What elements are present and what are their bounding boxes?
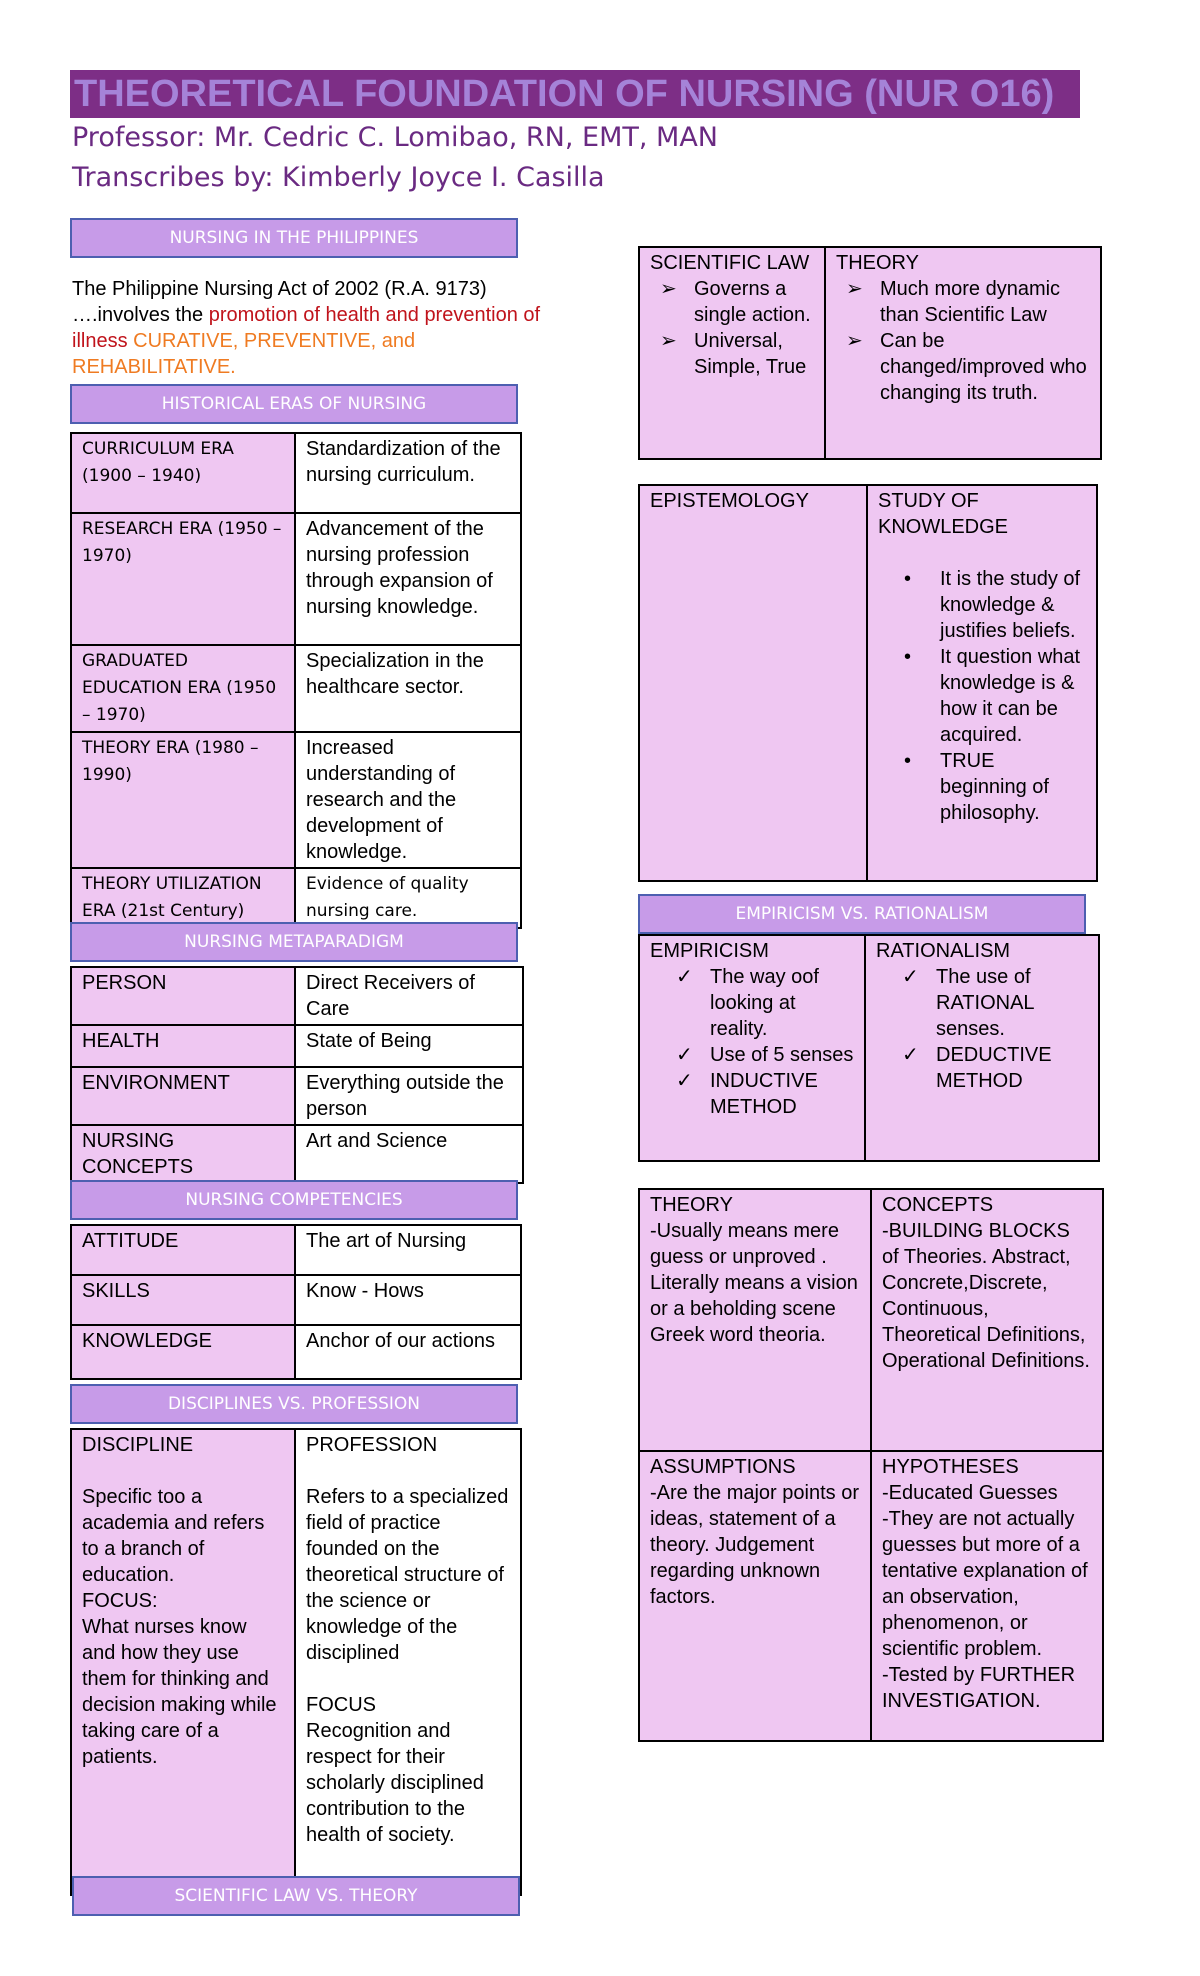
table-row <box>71 1275 521 1325</box>
concepts-title: CONCEPTS <box>882 1194 994 1216</box>
table-row <box>71 1225 521 1275</box>
metaparadigm-term: PERSON <box>71 967 295 1025</box>
scientific-law-theory-table <box>638 246 1102 460</box>
table-row <box>71 868 521 928</box>
list-item-text: DEDUCTIVE METHOD <box>936 1044 1052 1092</box>
check-icon: ✓ <box>902 1044 919 1066</box>
section-header-disciplines: DISCIPLINES VS. PROFESSION <box>70 1384 518 1424</box>
table-row <box>71 645 521 732</box>
era-description: Increased understanding of research and the development of knowledge. <box>295 732 521 868</box>
list-item <box>836 276 1090 328</box>
era-name: THEORY ERA (1980 – 1990) <box>71 732 295 868</box>
hypotheses-text-1: -Educated Guesses <box>882 1482 1058 1504</box>
discipline-cell <box>71 1429 295 1895</box>
metaparadigm-term: NURSING CONCEPTS <box>71 1125 295 1183</box>
list-item-text: It is the study of knowledge & justifies beliefs. <box>940 568 1081 642</box>
discipline-definition: Specific too a academia and refers to a branch of education. <box>82 1486 265 1586</box>
list-item-text: Use of 5 senses <box>710 1044 854 1066</box>
table-row <box>71 513 521 645</box>
competencies-table <box>70 1224 522 1380</box>
profession-title: PROFESSION <box>306 1434 438 1456</box>
epistemology-term: EPISTEMOLOGY <box>639 485 867 881</box>
list-item-text: INDUCTIVE METHOD <box>710 1070 818 1118</box>
arrow-bullet-icon: ➢ <box>846 278 863 300</box>
list-item-text: It question what knowledge is & how it can be acquired. <box>940 646 1081 746</box>
scientific-law-cell <box>639 247 825 459</box>
list-item-text: Much more dynamic than Scientific Law <box>880 278 1061 326</box>
list-item <box>650 964 854 1042</box>
epistemology-list <box>878 566 1086 826</box>
table-row <box>639 935 1099 1161</box>
theory-cell <box>825 247 1101 459</box>
era-name: THEORY UTILIZATION ERA (21st Century) <box>71 868 295 928</box>
nursing-act-title: The Philippine Nursing Act of 2002 (R.A. 9173) <box>72 278 487 300</box>
table-row <box>71 967 523 1025</box>
competency-term: KNOWLEDGE <box>71 1325 295 1379</box>
metaparadigm-description: Art and Science <box>295 1125 523 1183</box>
empiricism-cell <box>639 935 865 1161</box>
hypotheses-text-3: -Tested by FURTHER INVESTIGATION. <box>882 1664 1076 1712</box>
metaparadigm-term: HEALTH <box>71 1025 295 1067</box>
table-row <box>71 1429 521 1895</box>
discipline-title: DISCIPLINE <box>82 1434 194 1456</box>
competency-description: Anchor of our actions <box>295 1325 521 1379</box>
arrow-bullet-icon: ➢ <box>660 278 677 300</box>
profession-cell <box>295 1429 521 1895</box>
list-item-text: TRUE beginning of philosophy. <box>940 750 1049 824</box>
rationalism-list <box>876 964 1088 1094</box>
table-row <box>639 247 1101 459</box>
nursing-act-prefix: ….involves the <box>72 304 209 326</box>
table-row <box>639 485 1097 881</box>
era-description: Standardization of the nursing curriculum. <box>295 433 521 513</box>
metaparadigm-description: State of Being <box>295 1025 523 1067</box>
check-icon: ✓ <box>676 1044 693 1066</box>
epistemology-title: STUDY OF KNOWLEDGE <box>878 490 1009 538</box>
table-row <box>639 1451 1103 1741</box>
theory-def-text: -Usually means mere guess or unproved . Literally means a vision or a beholding scene <box>650 1220 858 1320</box>
list-item <box>650 276 814 328</box>
metaparadigm-description: Direct Receivers of Care <box>295 967 523 1025</box>
list-item <box>650 1042 854 1068</box>
scientific-law-list <box>650 276 814 380</box>
epistemology-table <box>638 484 1098 882</box>
list-item-text: Can be changed/improved who changing its truth. <box>880 330 1087 404</box>
arrow-bullet-icon: ➢ <box>846 330 863 352</box>
table-row <box>71 1067 523 1125</box>
check-icon: ✓ <box>676 966 693 988</box>
check-icon: ✓ <box>676 1070 693 1092</box>
section-header-competencies: NURSING COMPETENCIES <box>70 1180 518 1220</box>
metaparadigm-table <box>70 966 524 1184</box>
theory-concepts-table <box>638 1188 1104 1742</box>
empiricism-list <box>650 964 854 1120</box>
list-item <box>650 1068 854 1120</box>
era-name: GRADUATED EDUCATION ERA (1950 – 1970) <box>71 645 295 732</box>
hypotheses-cell <box>871 1451 1103 1741</box>
professor-line: Professor: Mr. Cedric C. Lomibao, RN, EMT, MAN <box>72 122 718 153</box>
historical-eras-table <box>70 432 522 929</box>
era-description: Advancement of the nursing profession through expansion of nursing knowledge. <box>295 513 521 645</box>
metaparadigm-description: Everything outside the person <box>295 1067 523 1125</box>
list-item <box>878 748 1086 826</box>
bullet-dot-icon: • <box>904 646 912 668</box>
list-item-text: Governs a single action. <box>694 278 811 326</box>
table-row <box>71 732 521 868</box>
list-item <box>878 644 1086 748</box>
list-item-text: Universal, Simple, True <box>694 330 807 378</box>
table-row <box>71 433 521 513</box>
profession-focus-label: FOCUS <box>306 1694 376 1716</box>
table-row <box>71 1025 523 1067</box>
empiricism-title: EMPIRICISM <box>650 940 769 962</box>
era-description: Specialization in the healthcare sector. <box>295 645 521 732</box>
section-header-scientific-law: SCIENTIFIC LAW VS. THEORY <box>72 1876 520 1916</box>
nursing-act-types: CURATIVE, PREVENTIVE, and REHABILITATIVE. <box>72 330 416 378</box>
era-description: Evidence of quality nursing care. <box>295 868 521 928</box>
table-row <box>71 1325 521 1379</box>
competency-description: The art of Nursing <box>295 1225 521 1275</box>
theory-definition-cell <box>639 1189 871 1451</box>
transcriber-line: Transcribes by: Kimberly Joyce I. Casilla <box>72 162 605 193</box>
concepts-text: -BUILDING BLOCKS of Theories. Abstract, Concrete,Discrete, Continuous, Theoretical Definitions, Operational Definitions. <box>882 1220 1090 1372</box>
profession-focus: Recognition and respect for their scholarly disciplined contribution to the health of society. <box>306 1720 484 1846</box>
theory-def-title: THEORY <box>650 1194 733 1216</box>
theory-greek-origin: Greek word theoria. <box>650 1324 826 1346</box>
table-row <box>71 1125 523 1183</box>
epistemology-cell <box>867 485 1097 881</box>
era-name: RESEARCH ERA (1950 – 1970) <box>71 513 295 645</box>
nursing-act-promotion: promotion of health and prevention of illness <box>72 304 541 352</box>
discipline-focus-label: FOCUS: <box>82 1590 158 1612</box>
rationalism-cell <box>865 935 1099 1161</box>
profession-definition: Refers to a specialized field of practice founded on the theoretical structure of the science or knowledge of the disciplined <box>306 1486 509 1664</box>
bullet-dot-icon: • <box>904 750 912 772</box>
theory-list <box>836 276 1090 406</box>
concepts-cell <box>871 1189 1103 1451</box>
list-item <box>876 1042 1088 1094</box>
nursing-act-scope <box>72 302 572 380</box>
assumptions-cell <box>639 1451 871 1741</box>
metaparadigm-term: ENVIRONMENT <box>71 1067 295 1125</box>
nursing-act-paragraph <box>72 276 572 380</box>
bullet-dot-icon: • <box>904 568 912 590</box>
hypotheses-text-2: -They are not actually guesses but more of a tentative explanation of an observation, phenomenon, or scientific problem. <box>882 1508 1088 1660</box>
discipline-focus: What nurses know and how they use them for thinking and decision making while taking care of a patients. <box>82 1616 277 1768</box>
list-item <box>650 328 814 380</box>
competency-description: Know - Hows <box>295 1275 521 1325</box>
assumptions-text: -Are the major points or ideas, statement of a theory. Judgement regarding unknown factors. <box>650 1482 859 1608</box>
section-header-metaparadigm: NURSING METAPARADIGM <box>70 922 518 962</box>
table-row <box>639 1189 1103 1451</box>
list-item <box>876 964 1088 1042</box>
competency-term: ATTITUDE <box>71 1225 295 1275</box>
section-header-empiricism: EMPIRICISM VS. RATIONALISM <box>638 894 1086 934</box>
section-header-nursing-ph: NURSING IN THE PHILIPPINES <box>70 218 518 258</box>
section-header-historical-eras: HISTORICAL ERAS OF NURSING <box>70 384 518 424</box>
list-item <box>836 328 1090 406</box>
hypotheses-title: HYPOTHESES <box>882 1456 1019 1478</box>
list-item-text: The way oof looking at reality. <box>710 966 819 1040</box>
era-name: CURRICULUM ERA (1900 – 1940) <box>71 433 295 513</box>
disciplines-profession-table <box>70 1428 522 1896</box>
check-icon: ✓ <box>902 966 919 988</box>
theory-title: THEORY <box>836 252 919 274</box>
list-item-text: The use of RATIONAL senses. <box>936 966 1034 1040</box>
arrow-bullet-icon: ➢ <box>660 330 677 352</box>
scientific-law-title: SCIENTIFIC LAW <box>650 252 810 274</box>
empiricism-rationalism-table <box>638 934 1100 1162</box>
competency-term: SKILLS <box>71 1275 295 1325</box>
rationalism-title: RATIONALISM <box>876 940 1011 962</box>
document-title: THEORETICAL FOUNDATION OF NURSING (NUR O16) <box>70 70 1080 118</box>
list-item <box>878 566 1086 644</box>
assumptions-title: ASSUMPTIONS <box>650 1456 796 1478</box>
